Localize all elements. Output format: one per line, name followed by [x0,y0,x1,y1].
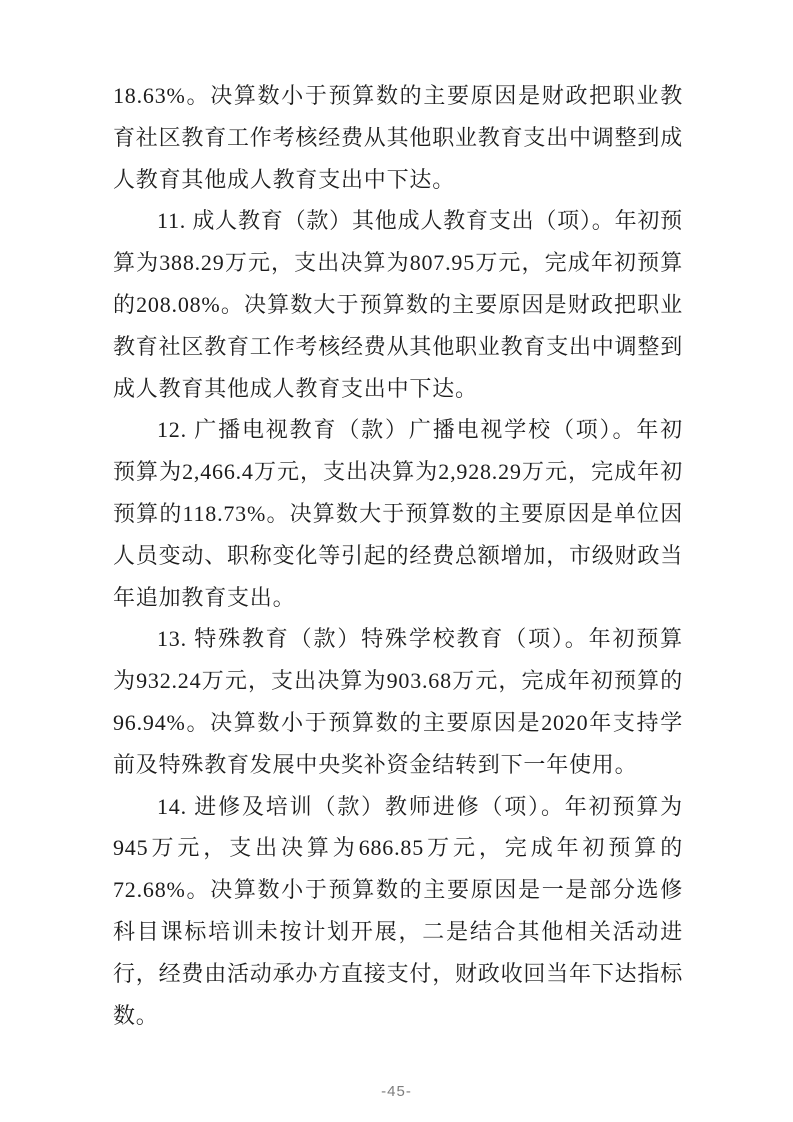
paragraph-item-13-special-education: 13. 特殊教育（款）特殊学校教育（项）。年初预算为932.24万元，支出决算为903.68万元，完成年初预算的96.94%。决算数小于预算数的主要原因是2020年支持学前及特殊教育发展中央奖补资金结转到下一年使用。 [113,626,683,777]
document-body [113,75,683,1036]
paragraph-continuation: 18.63%。决算数小于预算数的主要原因是财政把职业教育社区教育工作考核经费从其他职业教育支出中调整到成人教育其他成人教育支出中下达。 [113,83,684,192]
paragraph-item-12-broadcast-tv-education: 12. 广播电视教育（款）广播电视学校（项）。年初预算为2,466.4万元，支出决算为2,928.29万元，完成年初预算的118.73%。决算数大于预算数的主要原因是单位因人员变动、职称变化等引起的经费总额增加，市级财政当年追加教育支出。 [113,417,684,610]
page-number: -45- [381,1083,412,1100]
paragraph-item-11-adult-education: 11. 成人教育（款）其他成人教育支出（项）。年初预算为388.29万元，支出决算为807.95万元，完成年初预算的208.08%。决算数大于预算数的主要原因是财政把职业教育社区教育工作考核经费从其他职业教育支出中调整到成人教育其他成人教育支出中下达。 [113,208,684,401]
paragraph-item-14-teacher-training: 14. 进修及培训（款）教师进修（项）。年初预算为945万元，支出决算为686.85万元，完成年初预算的72.68%。决算数小于预算数的主要原因是一是部分选修科目课标培训未按计划开展，二是结合其他相关活动进行，经费由活动承办方直接支付，财政收回当年下达指标数。 [113,793,684,1028]
page-footer [0,1083,793,1101]
